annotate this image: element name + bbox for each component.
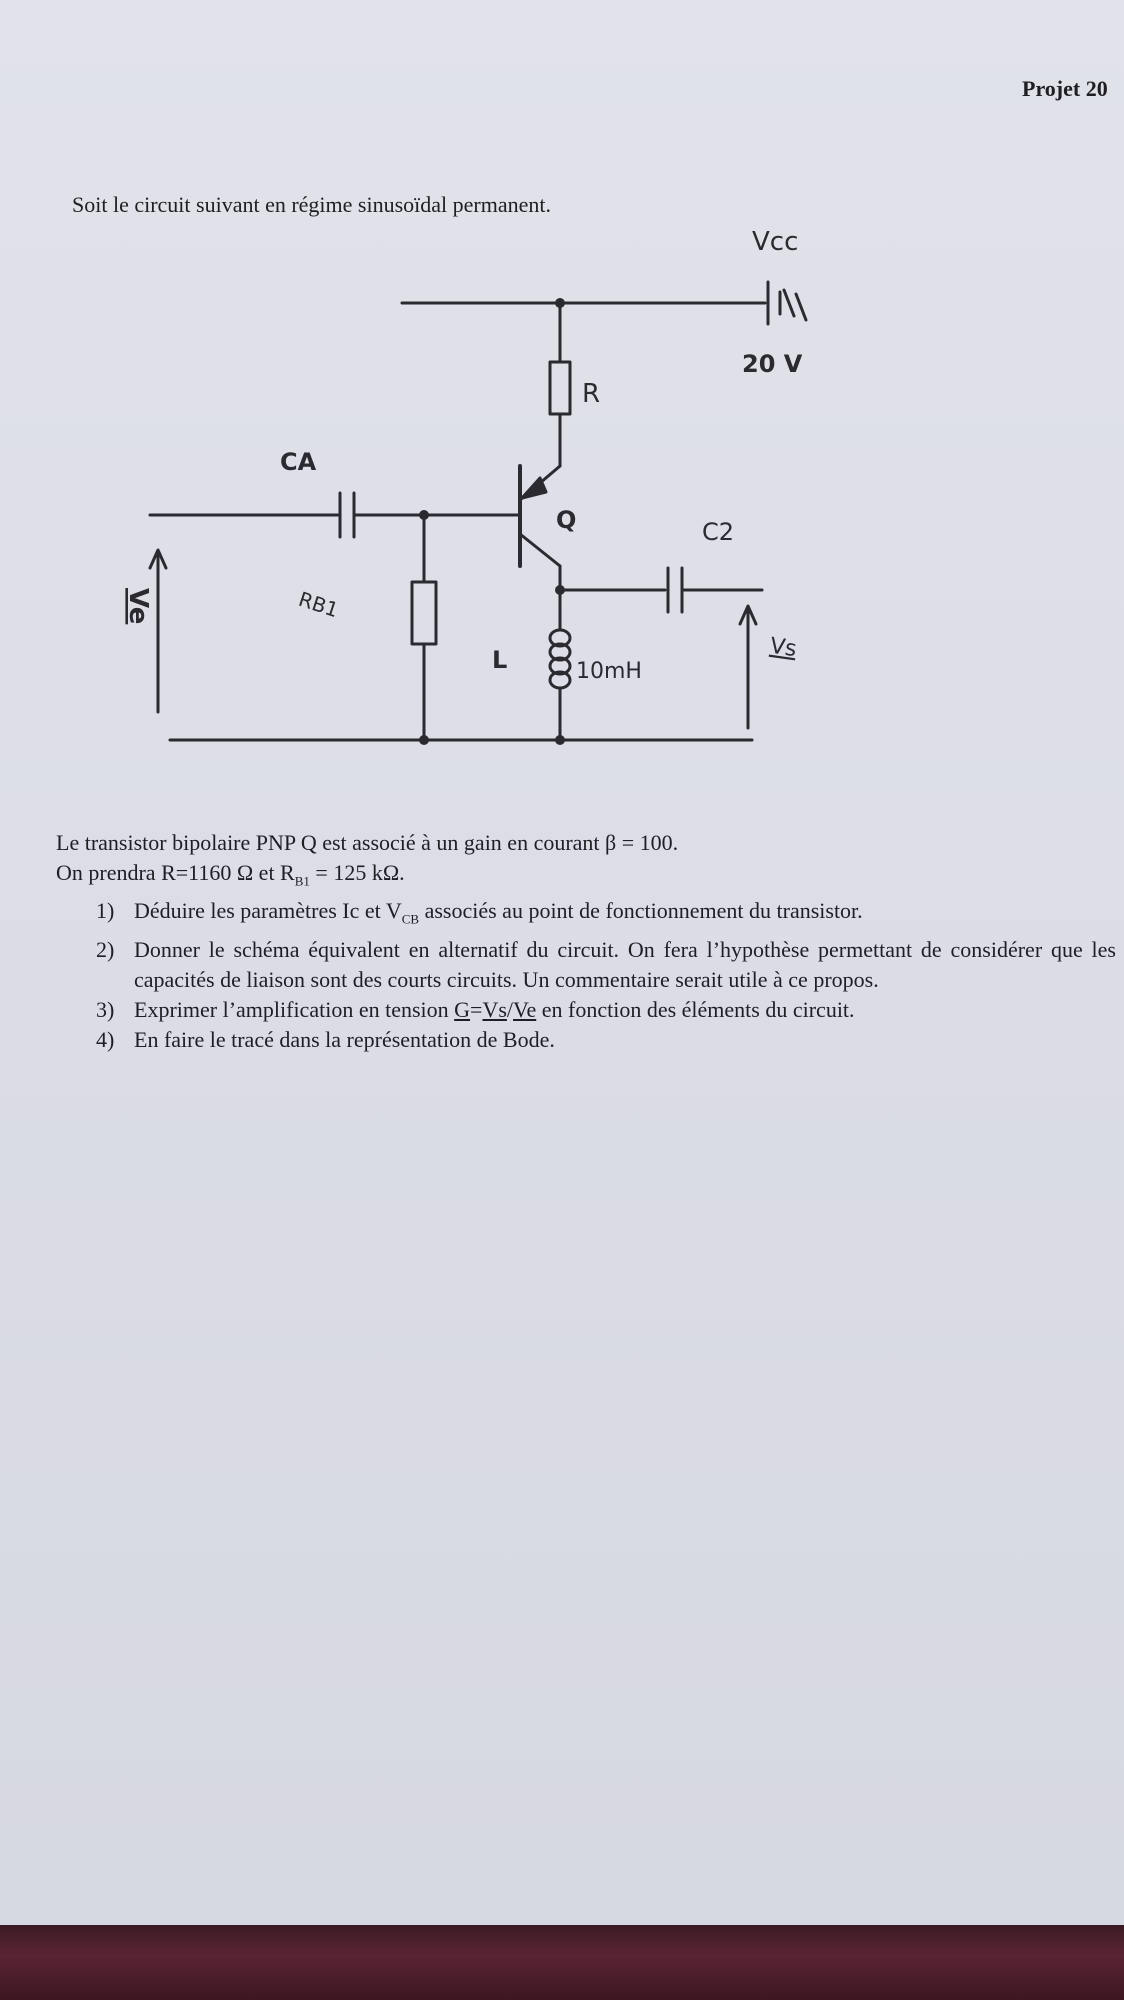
question-4: 4) En faire le tracé dans la représentation de Bode. [96,1026,555,1052]
vs-label: Vs [768,633,799,663]
junction-vcc [555,298,565,308]
circuit-schematic [120,220,840,780]
project-header: Projet 20 [1022,76,1108,101]
statement-line-2: On prendra R=1160 Ω et $R_{B1} = 125$ kΩ. [56,860,405,889]
exercise-statement [56,828,1116,1055]
statement-line-1: Le transistor bipolaire PNP Q est associé à un gain en courant β = 100. [56,830,679,855]
question-2: 2) Donner le schéma équivalent en alternatif du circuit. On fera l’hypothèse permettant de considérer que les capacités de liaison sont des courts circuits. Un commentaire serait utile à ce propos. [96,936,1116,992]
l-value-label: 10mH [576,659,642,684]
junction-base [419,510,429,520]
vcc-label: Vcc [752,227,799,257]
c2-label: C2 [702,518,735,546]
junction-ground-l [555,735,565,745]
q-label: Q [556,506,577,534]
vcc-battery-symbol [768,282,806,324]
vcc-value-label: 20 V [742,350,803,378]
question-3: 3) Exprimer l’amplification en tension G=Vs/Ve en fonction des éléments du circuit. [96,996,855,1022]
intro-text: Soit le circuit suivant en régime sinusoïdal permanent. [72,192,551,217]
junction-ground-rb1 [419,735,429,745]
question-list [56,896,1116,1054]
rb1-label: RB1 [295,586,342,623]
r-label: R [582,379,601,409]
table-surface [0,1925,1124,2000]
emitter-arrow [522,478,546,498]
ve-label: Ve [123,588,153,625]
junction-collector [555,585,565,595]
question-1: 1) Déduire les paramètres Ic et $V_{CB}$ associés au point de fonctionnement du transistor. [96,898,863,927]
resistor-r [550,362,570,414]
inductor-l [550,630,570,688]
resistor-rb1 [412,582,436,644]
l-label: L [492,646,508,674]
ca-label: CA [280,448,317,476]
